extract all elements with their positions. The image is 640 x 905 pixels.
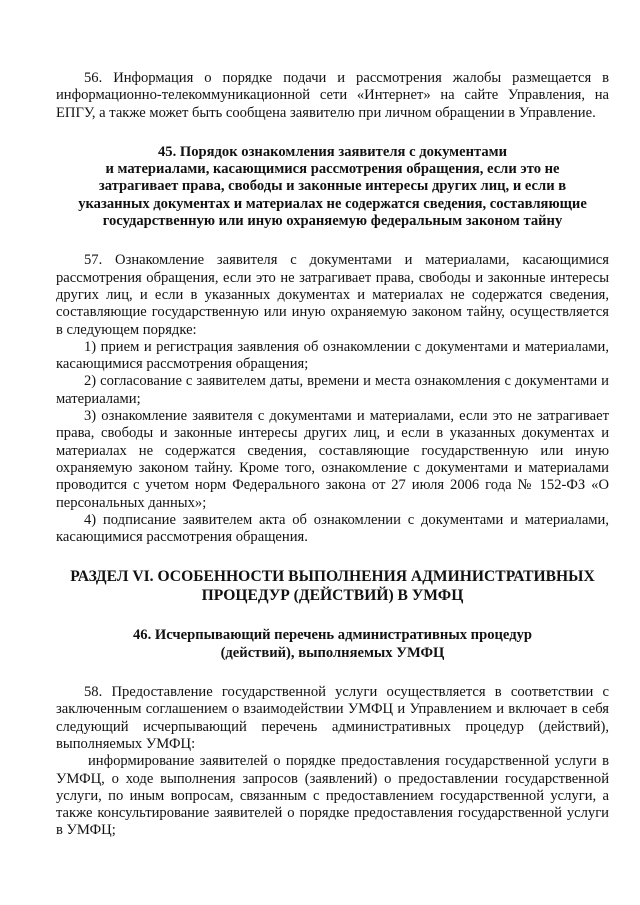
list-item-4: 4) подписание заявителем акта об ознакомлении с документами и материалами, касающимися рассмотрения обращения. <box>56 511 609 546</box>
heading-45-line-3: затрагивает права, свободы и законные интересы других лиц, и если в <box>98 178 567 195</box>
list-item-2: 2) согласование с заявителем даты, времени и места ознакомления с документами и материалами; <box>56 373 609 407</box>
document-body <box>56 70 609 840</box>
paragraph-56: 56. Информация о порядке подачи и рассмотрения жалобы размещается в информационно-телекоммуникационной сети «Интернет» на сайте Управления, на ЕПГУ, а также может быть сообщена заявителю при личном обращении в Управление. <box>56 70 609 121</box>
heading-46-line-2: (действий), выполняемых УМФЦ <box>220 644 445 661</box>
heading-46 <box>56 627 609 662</box>
list-item-1: 1) прием и регистрация заявления об ознакомлении с документами и материалами, касающимися рассмотрения обращения; <box>56 338 609 373</box>
paragraph-58-sub-1: информирование заявителей о порядке предоставления государственной услуги в УМФЦ, о ходе выполнения запросов (заявлений) о предоставлении государственной услуги, по иным вопросам, связанным с предоставлением государственной услуги, а также консультирование заявителей о порядке предоставления государственной услуги в УМФЦ; <box>56 753 609 839</box>
paragraph-58: 58. Предоставление государственной услуги осуществляется в соответствии с заключенным соглашением о взаимодействии УМФЦ и Управлением и включает в себя следующий исчерпывающий перечень административных процедур (действий), выполняемых УМФЦ: <box>56 684 609 752</box>
heading-45-line-5: государственную или иную охраняемую федеральным законом тайну <box>102 213 563 230</box>
heading-45-line-2: и материалами, касающимися рассмотрения обращения, если это не <box>105 161 560 178</box>
heading-45-line-4: указанных документах и материалах не содержатся сведения, составляющие <box>78 195 587 212</box>
section-title <box>56 568 609 605</box>
paragraph-57: 57. Ознакомление заявителя с документами и материалами, касающимися рассмотрения обращения, если это не затрагивает права, свободы и законные интересы других лиц, и если в указанных документах и материалах не содержатся сведения, составляющие государственную или иную охраняемую законом тайну, осуществляется в следующем порядке: <box>56 252 609 338</box>
section-title-line-2: ПРОЦЕДУР (ДЕЙСТВИЙ) В УМФЦ <box>201 586 464 604</box>
heading-45-line-1: 45. Порядок ознакомления заявителя с документами <box>157 143 507 160</box>
list-item-3: 3) ознакомление заявителя с документами и материалами, если это не затрагивает права, свободы и законные интересы других лиц, и если в указанных документах и материалах не содержатся сведения, составляющие государственную или иную охраняемую законом тайну. Кроме того, ознакомление с документами и материалами проводится с учетом норм Федерального закона от 27 июля 2006 года № 152-ФЗ «О персональных данных»; <box>56 408 609 511</box>
heading-45 <box>56 144 609 230</box>
heading-46-line-1: 46. Исчерпывающий перечень административных процедур <box>133 627 532 644</box>
section-title-line-1: РАЗДЕЛ VI. ОСОБЕННОСТИ ВЫПОЛНЕНИЯ АДМИНИСТРАТИВНЫХ <box>70 568 595 586</box>
